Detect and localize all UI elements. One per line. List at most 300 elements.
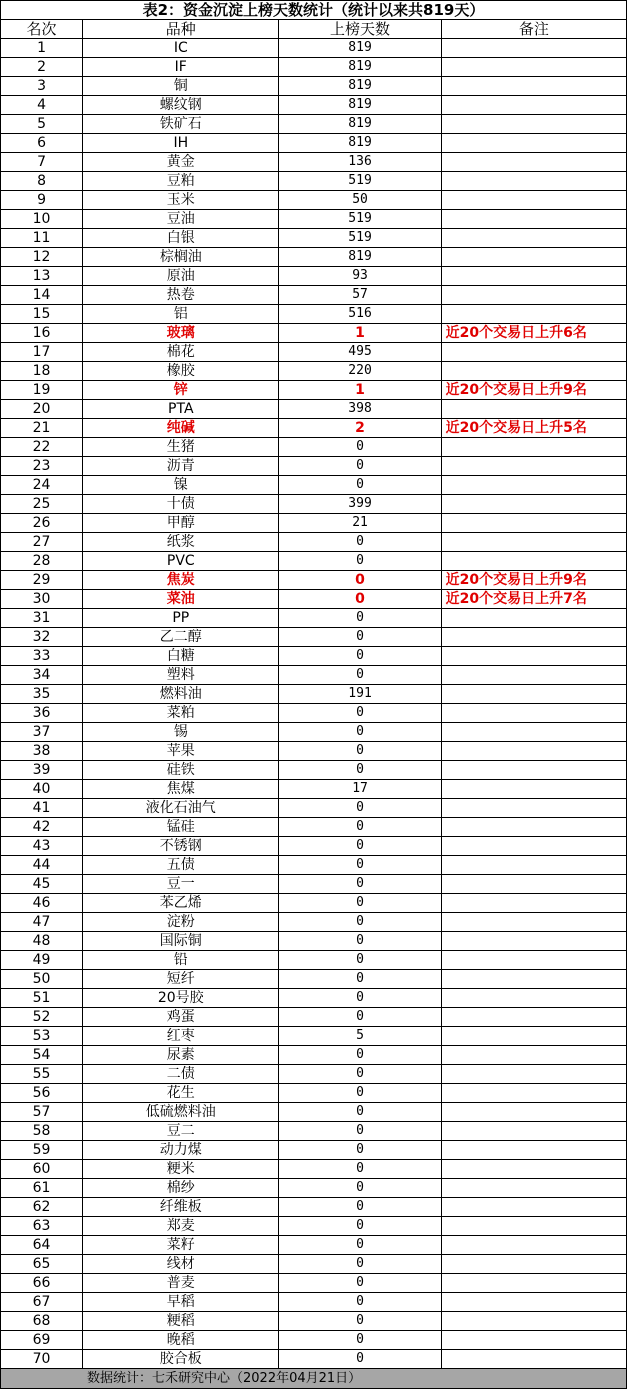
product-cell: 白糖 (83, 647, 279, 666)
rank-cell: 47 (1, 913, 83, 932)
note-cell (441, 248, 626, 267)
rank-cell: 6 (1, 134, 83, 153)
note-cell: 近20个交易日上升9名 (441, 381, 626, 400)
days-cell: 0 (279, 1065, 441, 1084)
product-cell: 原油 (83, 267, 279, 286)
product-cell: 苹果 (83, 742, 279, 761)
rank-cell: 45 (1, 875, 83, 894)
table-row (1, 495, 627, 514)
rank-cell: 53 (1, 1027, 83, 1046)
rank-cell: 4 (1, 96, 83, 115)
table-row (1, 894, 627, 913)
product-cell: 焦炭 (83, 571, 279, 590)
table-row (1, 1046, 627, 1065)
product-cell: 豆粕 (83, 172, 279, 191)
note-cell (441, 1198, 626, 1217)
rank-cell: 10 (1, 210, 83, 229)
rank-cell: 34 (1, 666, 83, 685)
product-cell: 甲醇 (83, 514, 279, 533)
table-row (1, 1198, 627, 1217)
rank-cell: 13 (1, 267, 83, 286)
table-row (1, 552, 627, 571)
table-row (1, 1103, 627, 1122)
table-row (1, 96, 627, 115)
product-cell: 豆一 (83, 875, 279, 894)
product-cell: 线材 (83, 1255, 279, 1274)
product-cell: PP (83, 609, 279, 628)
note-cell (441, 856, 626, 875)
product-cell: 棕榈油 (83, 248, 279, 267)
note-cell (441, 115, 626, 134)
days-cell: 50 (279, 191, 441, 210)
table-row (1, 191, 627, 210)
header-name: 品种 (83, 20, 279, 39)
product-cell: 普麦 (83, 1274, 279, 1293)
days-cell: 0 (279, 571, 441, 590)
rank-cell: 56 (1, 1084, 83, 1103)
table-row (1, 913, 627, 932)
product-cell: 镍 (83, 476, 279, 495)
rank-cell: 52 (1, 1008, 83, 1027)
table-row (1, 1236, 627, 1255)
rank-cell: 27 (1, 533, 83, 552)
note-cell (441, 172, 626, 191)
product-cell: 豆油 (83, 210, 279, 229)
ranking-table-body (1, 1, 627, 1369)
days-cell: 0 (279, 1160, 441, 1179)
rank-cell: 49 (1, 951, 83, 970)
product-cell: 生猪 (83, 438, 279, 457)
product-cell: 纸浆 (83, 533, 279, 552)
days-cell: 495 (279, 343, 441, 362)
rank-cell: 50 (1, 970, 83, 989)
table-row (1, 533, 627, 552)
days-cell: 819 (279, 58, 441, 77)
table-row (1, 172, 627, 191)
table-row (1, 229, 627, 248)
table-row (1, 932, 627, 951)
product-cell: 焦煤 (83, 780, 279, 799)
table-row (1, 248, 627, 267)
product-cell: IC (83, 39, 279, 58)
days-cell: 57 (279, 286, 441, 305)
note-cell (441, 134, 626, 153)
note-cell (441, 932, 626, 951)
days-cell: 0 (279, 438, 441, 457)
rank-cell: 41 (1, 799, 83, 818)
note-cell (441, 153, 626, 172)
table-row (1, 1274, 627, 1293)
rank-cell: 39 (1, 761, 83, 780)
table-row (1, 685, 627, 704)
rank-cell: 1 (1, 39, 83, 58)
product-cell: 乙二醇 (83, 628, 279, 647)
table-row (1, 1255, 627, 1274)
note-cell (441, 818, 626, 837)
table-row (1, 1350, 627, 1369)
days-cell: 1 (279, 381, 441, 400)
product-cell: 国际铜 (83, 932, 279, 951)
note-cell (441, 628, 626, 647)
note-cell (441, 39, 626, 58)
note-cell (441, 96, 626, 115)
product-cell: 铅 (83, 951, 279, 970)
table-row (1, 1179, 627, 1198)
table-row (1, 153, 627, 172)
table-row (1, 1312, 627, 1331)
note-cell (441, 1217, 626, 1236)
rank-cell: 31 (1, 609, 83, 628)
note-cell (441, 1160, 626, 1179)
note-cell (441, 875, 626, 894)
product-cell: 低硫燃料油 (83, 1103, 279, 1122)
days-cell: 0 (279, 1141, 441, 1160)
table-row (1, 647, 627, 666)
days-cell: 0 (279, 609, 441, 628)
note-cell (441, 1274, 626, 1293)
rank-cell: 28 (1, 552, 83, 571)
rank-cell: 67 (1, 1293, 83, 1312)
table-row (1, 134, 627, 153)
days-cell: 819 (279, 115, 441, 134)
product-cell: 不锈钢 (83, 837, 279, 856)
product-cell: 动力煤 (83, 1141, 279, 1160)
note-cell (441, 1236, 626, 1255)
table-row (1, 761, 627, 780)
note-cell: 近20个交易日上升7名 (441, 590, 626, 609)
rank-cell: 8 (1, 172, 83, 191)
note-cell (441, 1027, 626, 1046)
product-cell: 玻璃 (83, 324, 279, 343)
rank-cell: 57 (1, 1103, 83, 1122)
days-cell: 2 (279, 419, 441, 438)
days-cell: 516 (279, 305, 441, 324)
days-cell: 0 (279, 951, 441, 970)
table-row (1, 1008, 627, 1027)
product-cell: 棉纱 (83, 1179, 279, 1198)
days-cell: 0 (279, 457, 441, 476)
rank-cell: 18 (1, 362, 83, 381)
rank-cell: 9 (1, 191, 83, 210)
days-cell: 819 (279, 96, 441, 115)
days-cell: 0 (279, 837, 441, 856)
table-row (1, 818, 627, 837)
rank-cell: 54 (1, 1046, 83, 1065)
days-cell: 0 (279, 875, 441, 894)
note-cell (441, 286, 626, 305)
product-cell: 五债 (83, 856, 279, 875)
table-row (1, 1293, 627, 1312)
product-cell: 花生 (83, 1084, 279, 1103)
days-cell: 0 (279, 1008, 441, 1027)
rank-cell: 5 (1, 115, 83, 134)
table-row (1, 1160, 627, 1179)
table-row (1, 1065, 627, 1084)
table-row (1, 723, 627, 742)
table-row (1, 305, 627, 324)
days-cell: 0 (279, 761, 441, 780)
days-cell: 220 (279, 362, 441, 381)
rank-cell: 68 (1, 1312, 83, 1331)
days-cell: 0 (279, 1312, 441, 1331)
days-cell: 0 (279, 628, 441, 647)
table-row (1, 571, 627, 590)
rank-cell: 36 (1, 704, 83, 723)
rank-cell: 59 (1, 1141, 83, 1160)
table-row (1, 58, 627, 77)
days-cell: 5 (279, 1027, 441, 1046)
days-cell: 0 (279, 913, 441, 932)
rank-cell: 51 (1, 989, 83, 1008)
data-source-footer: 数据统计：七禾研究中心（2022年04月21日） (1, 1369, 627, 1389)
table-row (1, 381, 627, 400)
days-cell: 0 (279, 1179, 441, 1198)
title-row (1, 1, 627, 20)
days-cell: 0 (279, 1122, 441, 1141)
days-cell: 0 (279, 1293, 441, 1312)
note-cell (441, 647, 626, 666)
product-cell: 尿素 (83, 1046, 279, 1065)
product-cell: PVC (83, 552, 279, 571)
days-cell: 0 (279, 1217, 441, 1236)
days-cell: 0 (279, 533, 441, 552)
days-cell: 136 (279, 153, 441, 172)
days-cell: 519 (279, 172, 441, 191)
product-cell: 粳米 (83, 1160, 279, 1179)
note-cell (441, 210, 626, 229)
rank-cell: 24 (1, 476, 83, 495)
table-row (1, 267, 627, 286)
days-cell: 0 (279, 1236, 441, 1255)
note-cell: 近20个交易日上升9名 (441, 571, 626, 590)
note-cell (441, 1084, 626, 1103)
days-cell: 0 (279, 856, 441, 875)
header-days: 上榜天数 (279, 20, 441, 39)
note-cell (441, 761, 626, 780)
days-cell: 0 (279, 723, 441, 742)
days-cell: 0 (279, 1274, 441, 1293)
rank-cell: 55 (1, 1065, 83, 1084)
product-cell: 晚稻 (83, 1331, 279, 1350)
table-row (1, 39, 627, 58)
table-row (1, 362, 627, 381)
table-title: 表2：资金沉淀上榜天数统计（统计以来共819天） (1, 1, 627, 20)
rank-cell: 58 (1, 1122, 83, 1141)
table-row (1, 343, 627, 362)
product-cell: 胶合板 (83, 1350, 279, 1369)
rank-cell: 46 (1, 894, 83, 913)
product-cell: 锌 (83, 381, 279, 400)
table-row (1, 1217, 627, 1236)
table-row (1, 742, 627, 761)
rank-cell: 48 (1, 932, 83, 951)
note-cell (441, 1255, 626, 1274)
days-cell: 191 (279, 685, 441, 704)
rank-cell: 38 (1, 742, 83, 761)
note-cell (441, 495, 626, 514)
days-cell: 519 (279, 229, 441, 248)
days-cell: 0 (279, 1198, 441, 1217)
table-row (1, 457, 627, 476)
note-cell (441, 609, 626, 628)
rank-cell: 16 (1, 324, 83, 343)
product-cell: 纯碱 (83, 419, 279, 438)
rank-cell: 44 (1, 856, 83, 875)
note-cell (441, 1103, 626, 1122)
rank-cell: 70 (1, 1350, 83, 1369)
product-cell: 液化石油气 (83, 799, 279, 818)
table-row (1, 609, 627, 628)
product-cell: IH (83, 134, 279, 153)
rank-cell: 30 (1, 590, 83, 609)
table-row (1, 856, 627, 875)
note-cell (441, 704, 626, 723)
days-cell: 0 (279, 989, 441, 1008)
note-cell (441, 514, 626, 533)
rank-cell: 22 (1, 438, 83, 457)
days-cell: 0 (279, 818, 441, 837)
product-cell: 燃料油 (83, 685, 279, 704)
rank-cell: 26 (1, 514, 83, 533)
product-cell: 粳稻 (83, 1312, 279, 1331)
table-row (1, 1122, 627, 1141)
days-cell: 21 (279, 514, 441, 533)
note-cell (441, 837, 626, 856)
note-cell (441, 742, 626, 761)
table-row (1, 1084, 627, 1103)
product-cell: 铁矿石 (83, 115, 279, 134)
days-cell: 93 (279, 267, 441, 286)
table-row (1, 476, 627, 495)
product-cell: 菜籽 (83, 1236, 279, 1255)
days-cell: 0 (279, 647, 441, 666)
product-cell: 沥青 (83, 457, 279, 476)
product-cell: 豆二 (83, 1122, 279, 1141)
rank-cell: 62 (1, 1198, 83, 1217)
table-row (1, 438, 627, 457)
note-cell (441, 989, 626, 1008)
days-cell: 819 (279, 39, 441, 58)
product-cell: 鸡蛋 (83, 1008, 279, 1027)
table-row (1, 989, 627, 1008)
days-cell: 399 (279, 495, 441, 514)
rank-cell: 21 (1, 419, 83, 438)
rank-cell: 63 (1, 1217, 83, 1236)
note-cell (441, 191, 626, 210)
table-row (1, 514, 627, 533)
product-cell: IF (83, 58, 279, 77)
rank-cell: 42 (1, 818, 83, 837)
rank-cell: 69 (1, 1331, 83, 1350)
rank-cell: 3 (1, 77, 83, 96)
days-cell: 819 (279, 248, 441, 267)
product-cell: 铜 (83, 77, 279, 96)
days-cell: 0 (279, 1350, 441, 1369)
days-cell: 17 (279, 780, 441, 799)
rank-cell: 33 (1, 647, 83, 666)
note-cell (441, 780, 626, 799)
table-row (1, 875, 627, 894)
table-row (1, 1331, 627, 1350)
header-rank: 名次 (1, 20, 83, 39)
rank-cell: 7 (1, 153, 83, 172)
table-row (1, 970, 627, 989)
product-cell: 白银 (83, 229, 279, 248)
days-cell: 0 (279, 590, 441, 609)
days-cell: 0 (279, 932, 441, 951)
rank-cell: 32 (1, 628, 83, 647)
rank-cell: 66 (1, 1274, 83, 1293)
product-cell: 棉花 (83, 343, 279, 362)
days-cell: 0 (279, 1103, 441, 1122)
note-cell (441, 894, 626, 913)
note-cell (441, 1179, 626, 1198)
note-cell (441, 1046, 626, 1065)
product-cell: 二债 (83, 1065, 279, 1084)
table-row (1, 837, 627, 856)
rank-cell: 64 (1, 1236, 83, 1255)
rank-cell: 15 (1, 305, 83, 324)
product-cell: 锡 (83, 723, 279, 742)
product-cell: 玉米 (83, 191, 279, 210)
header-row (1, 20, 627, 39)
days-cell: 0 (279, 970, 441, 989)
days-cell: 0 (279, 742, 441, 761)
days-cell: 819 (279, 134, 441, 153)
product-cell: 20号胶 (83, 989, 279, 1008)
rank-cell: 20 (1, 400, 83, 419)
product-cell: 纤维板 (83, 1198, 279, 1217)
note-cell (441, 723, 626, 742)
rank-cell: 60 (1, 1160, 83, 1179)
rank-cell: 61 (1, 1179, 83, 1198)
table-row (1, 704, 627, 723)
product-cell: 菜粕 (83, 704, 279, 723)
note-cell (441, 343, 626, 362)
days-cell: 0 (279, 476, 441, 495)
product-cell: 红枣 (83, 1027, 279, 1046)
note-cell (441, 970, 626, 989)
product-cell: 黄金 (83, 153, 279, 172)
product-cell: 十债 (83, 495, 279, 514)
note-cell (441, 476, 626, 495)
rank-cell: 14 (1, 286, 83, 305)
product-cell: 苯乙烯 (83, 894, 279, 913)
product-cell: 橡胶 (83, 362, 279, 381)
note-cell (441, 438, 626, 457)
product-cell: 塑料 (83, 666, 279, 685)
days-cell: 519 (279, 210, 441, 229)
rank-cell: 37 (1, 723, 83, 742)
product-cell: 早稻 (83, 1293, 279, 1312)
note-cell (441, 552, 626, 571)
rank-cell: 25 (1, 495, 83, 514)
product-cell: 短纤 (83, 970, 279, 989)
note-cell (441, 1065, 626, 1084)
note-cell (441, 362, 626, 381)
product-cell: 硅铁 (83, 761, 279, 780)
table-row (1, 324, 627, 343)
product-cell: 锰硅 (83, 818, 279, 837)
product-cell: 螺纹钢 (83, 96, 279, 115)
note-cell (441, 1293, 626, 1312)
rank-cell: 65 (1, 1255, 83, 1274)
note-cell (441, 305, 626, 324)
note-cell (441, 58, 626, 77)
footer-row (1, 1369, 627, 1389)
days-cell: 398 (279, 400, 441, 419)
rank-cell: 11 (1, 229, 83, 248)
